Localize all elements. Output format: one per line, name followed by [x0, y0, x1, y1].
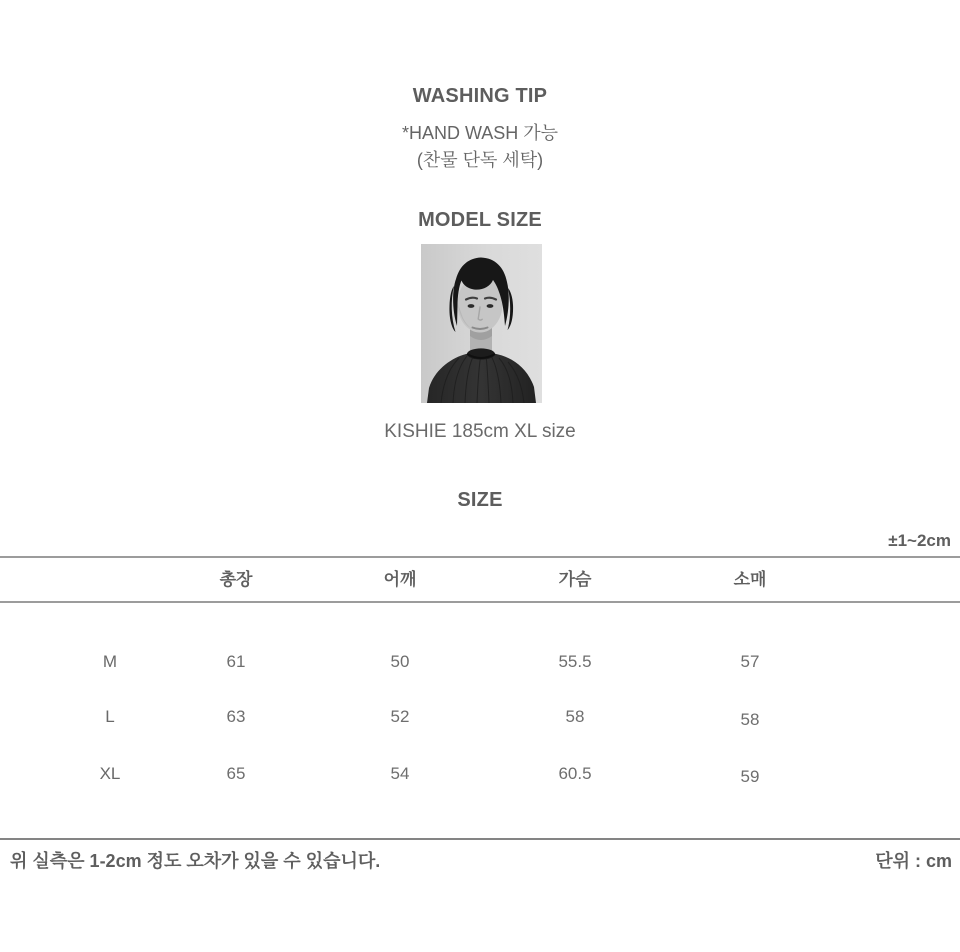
washing-tip-line-cold-water: (찬물 단독 세탁): [416, 150, 544, 170]
footer-divider: [0, 838, 960, 840]
header-cell-shoulder: 어깨: [383, 570, 417, 589]
washing-tip-line-hand-wash: *HAND WASH 가능: [401, 123, 559, 143]
model-size-title: MODEL SIZE: [418, 209, 542, 231]
size-title: SIZE: [457, 489, 503, 511]
value-chest: 55.5: [558, 652, 592, 671]
value-sleeve: 57: [740, 652, 760, 671]
header-cell-total-length: 총장: [219, 570, 253, 589]
model-portrait-illustration: [421, 244, 542, 403]
value-total-length: 65: [226, 764, 246, 783]
value-shoulder: 52: [390, 707, 410, 726]
header-cell-spacer: [850, 567, 960, 593]
value-chest: 60.5: [558, 764, 592, 783]
row-spacer: [850, 649, 960, 675]
washing-tip-title: WASHING TIP: [412, 85, 548, 107]
measurement-disclaimer: 위 실측은 1-2cm 정도 오차가 있을 수 있습니다.: [10, 851, 381, 871]
unit-label: 단위 : cm: [875, 851, 952, 871]
value-chest: 58: [565, 707, 585, 726]
value-shoulder: 50: [390, 652, 410, 671]
header-cell-sleeve: 소매: [733, 570, 767, 589]
size-table-row-xl: [0, 761, 960, 787]
value-total-length: 63: [226, 707, 246, 726]
value-total-length: 61: [226, 652, 246, 671]
value-sleeve: 58: [740, 710, 760, 729]
model-photo: [421, 244, 542, 403]
table-top-divider: [0, 556, 960, 558]
header-cell-empty: [0, 567, 172, 593]
size-table-row-m: [0, 649, 960, 675]
row-spacer: [850, 704, 960, 730]
size-label: M: [102, 652, 118, 671]
table-header-divider: [0, 601, 960, 603]
size-label: XL: [99, 764, 121, 783]
row-spacer: [850, 761, 960, 787]
header-cell-chest: 가슴: [558, 570, 592, 589]
value-sleeve: 59: [740, 767, 760, 786]
model-caption: KISHIE 185cm XL size: [384, 421, 576, 442]
value-shoulder: 54: [390, 764, 410, 783]
size-tolerance-note: ±1~2cm: [888, 531, 951, 550]
size-table-row-l: [0, 704, 960, 730]
size-label: L: [105, 707, 115, 726]
size-table-header-row: [0, 567, 960, 593]
